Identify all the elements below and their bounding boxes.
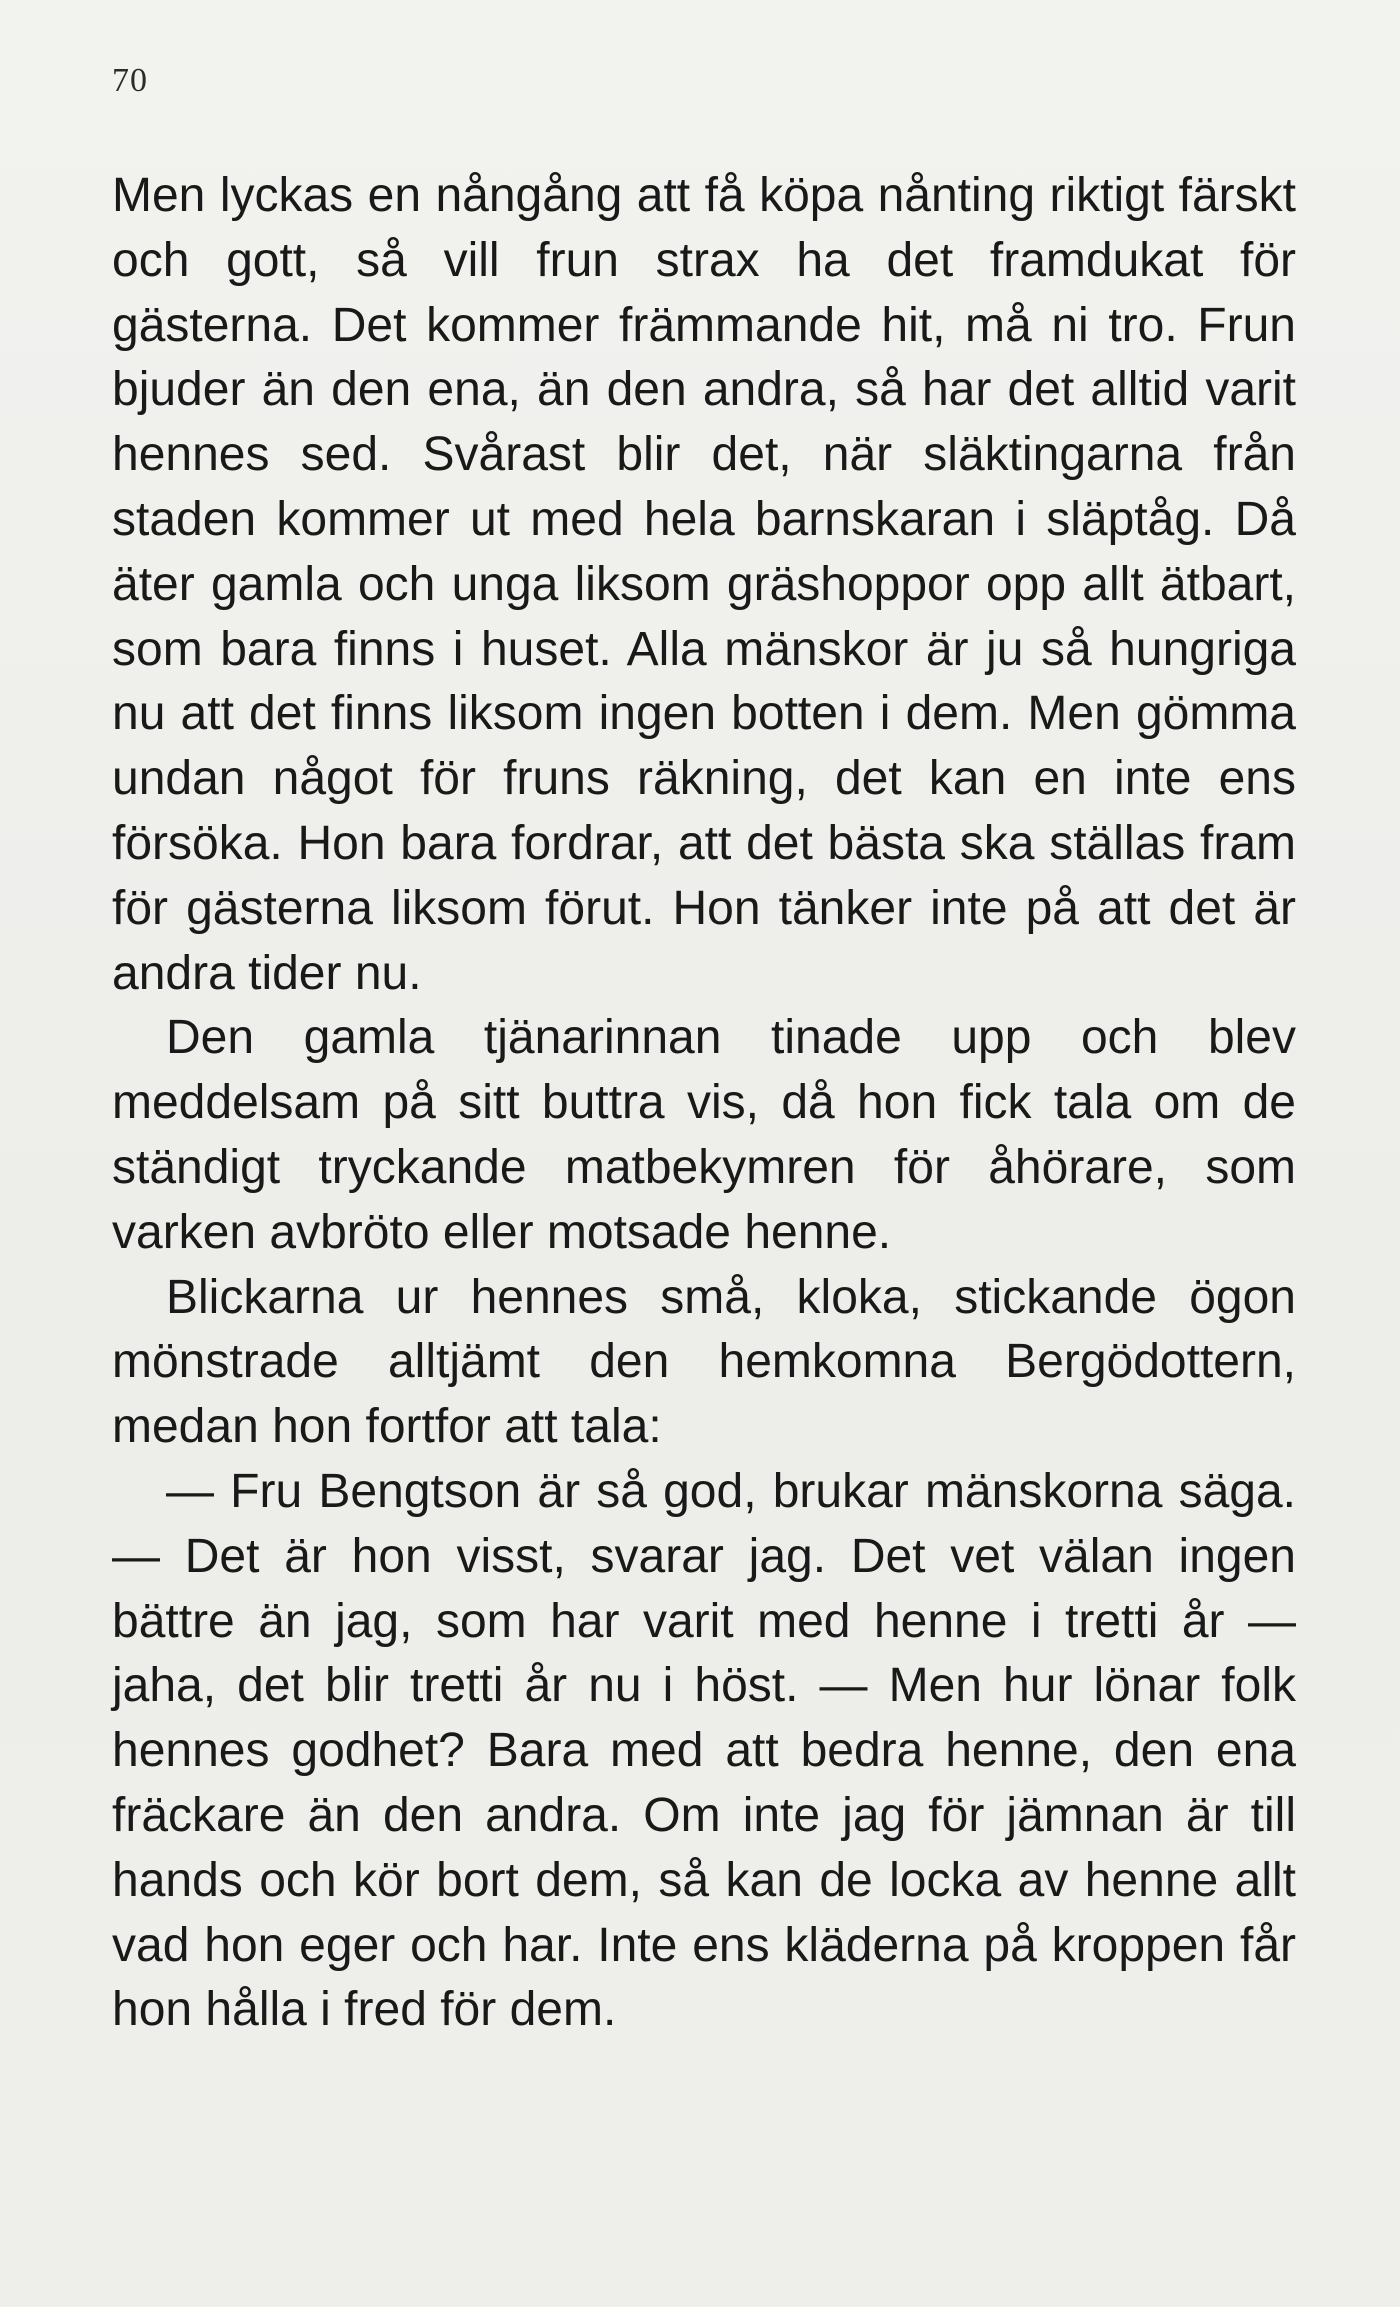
page-text (112, 164, 1296, 2043)
paragraph-4: — Fru Bengtson är så god, brukar mänskorna säga. — Det är hon visst, svarar jag. Det vet välan ingen bättre än jag, som har varit med henne i tretti år — jaha, det blir tretti år nu i höst. — Men hur lönar folk hennes godhet? Bara med att bedra henne, den ena fräckare än den andra. Om inte jag för jämnan är till hands och kör bort dem, så kan de locka av henne allt vad hon eger och har. Inte ens kläderna på kroppen får hon hålla i fred för dem. (112, 1464, 1296, 2037)
paragraph-2: Den gamla tjänarinnan tinade upp och blev meddelsam på sitt buttra vis, då hon fick tala om de ständigt tryckande matbekymren för åhörare, som varken avbröto eller motsade henne. (112, 1011, 1296, 1259)
paragraph-3: Blickarna ur hennes små, kloka, stickande ögon mönstrade alltjämt den hemkomna Bergödottern, medan hon fortfor att tala: (112, 1270, 1296, 1454)
paragraph-1: Men lyckas en nångång att få köpa nånting riktigt färskt och gott, så vill frun strax ha det framdukat för gästerna. Det kommer främmande hit, må ni tro. Frun bjuder än den ena, än den andra, så har det alltid varit hennes sed. Svårast blir det, när släktingarna från staden kommer ut med hela barnskaran i släptåg. Då äter gamla och unga liksom gräshoppor opp allt ätbart, som bara finns i huset. Alla mänskor är ju så hungriga nu att det finns liksom ingen botten i dem. Men gömma undan något för fruns räkning, det kan en inte ens försöka. Hon bara fordrar, att det bästa ska ställas fram för gästerna liksom förut. Hon tänker inte på att det är andra tider nu. (112, 169, 1296, 1000)
page-number: 70 (112, 62, 148, 99)
